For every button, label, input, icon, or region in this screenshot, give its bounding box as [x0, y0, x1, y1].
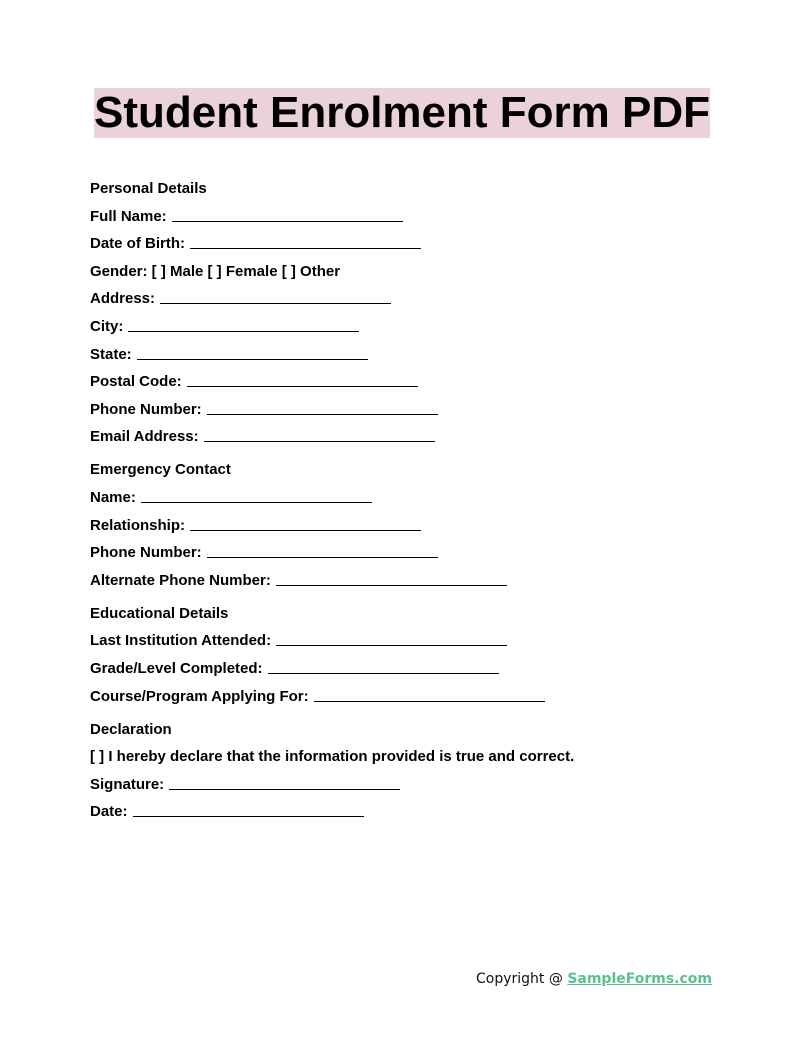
blank-line[interactable] — [172, 220, 403, 222]
field-label: Date of Birth: — [90, 235, 185, 253]
field-postal-code[interactable] — [90, 373, 750, 391]
field-email-address[interactable] — [90, 428, 750, 446]
field-grade-level[interactable] — [90, 660, 750, 678]
field-label: Name: — [90, 488, 136, 506]
section-heading: Emergency Contact — [90, 461, 231, 479]
blank-line[interactable] — [268, 672, 499, 674]
section-heading: Educational Details — [90, 604, 229, 622]
field-label: Phone Number: — [90, 400, 202, 418]
sampleforms-link[interactable]: SampleForms.com — [567, 971, 713, 987]
blank-line[interactable] — [276, 644, 507, 646]
page-title: Student Enrolment Form PDF — [94, 88, 710, 137]
field-label: Last Institution Attended: — [90, 632, 272, 650]
field-label: City: — [90, 317, 124, 335]
blank-line[interactable] — [128, 330, 359, 332]
gender-checkbox-options[interactable]: Gender: [ ] Male [ ] Female [ ] Other — [90, 262, 341, 280]
field-alternate-phone[interactable] — [90, 572, 750, 590]
field-label: Date: — [90, 803, 128, 821]
field-label: State: — [90, 345, 132, 363]
blank-line[interactable] — [187, 385, 418, 387]
field-label: Full Name: — [90, 207, 167, 225]
field-phone-number[interactable] — [90, 401, 750, 419]
title-highlight — [94, 88, 710, 138]
field-label: Postal Code: — [90, 373, 182, 391]
field-city[interactable] — [90, 318, 750, 336]
blank-line[interactable] — [141, 501, 372, 503]
blank-line[interactable] — [133, 815, 364, 817]
field-address[interactable] — [90, 290, 750, 308]
copyright-text: Copyright @ — [476, 971, 568, 987]
field-signature[interactable] — [90, 776, 750, 794]
field-label: Email Address: — [90, 428, 199, 446]
field-label: Alternate Phone Number: — [90, 571, 271, 589]
blank-line[interactable] — [314, 700, 545, 702]
field-label: Address: — [90, 290, 156, 308]
field-relationship[interactable] — [90, 517, 750, 535]
section-personal-details — [90, 180, 750, 446]
field-label: Relationship: — [90, 516, 186, 534]
section-emergency-contact — [90, 461, 750, 589]
blank-line[interactable] — [160, 302, 391, 304]
field-emergency-name[interactable] — [90, 489, 750, 507]
declaration-checkbox[interactable] — [90, 748, 750, 766]
field-gender-options[interactable] — [90, 263, 750, 281]
declaration-text[interactable]: [ ] I hereby declare that the information provided is true and correct. — [90, 748, 575, 766]
blank-line[interactable] — [204, 440, 435, 442]
copyright-footer — [476, 969, 712, 989]
field-date-of-birth[interactable] — [90, 235, 750, 253]
blank-line[interactable] — [207, 413, 438, 415]
section-declaration — [90, 721, 750, 822]
section-educational-details — [90, 605, 750, 706]
field-label: Signature: — [90, 775, 165, 793]
field-state[interactable] — [90, 346, 750, 364]
section-heading: Personal Details — [90, 180, 207, 197]
form-body — [90, 180, 750, 831]
field-full-name[interactable] — [90, 208, 750, 226]
field-date[interactable] — [90, 803, 750, 821]
blank-line[interactable] — [190, 247, 421, 249]
field-label: Course/Program Applying For: — [90, 687, 309, 705]
blank-line[interactable] — [190, 529, 421, 531]
blank-line[interactable] — [276, 584, 507, 586]
field-last-institution[interactable] — [90, 632, 750, 650]
field-emergency-phone[interactable] — [90, 544, 750, 562]
field-label: Phone Number: — [90, 544, 202, 562]
blank-line[interactable] — [169, 788, 400, 790]
blank-line[interactable] — [207, 556, 438, 558]
section-heading: Declaration — [90, 720, 172, 738]
blank-line[interactable] — [137, 358, 368, 360]
field-label: Grade/Level Completed: — [90, 659, 263, 677]
field-course-program[interactable] — [90, 688, 750, 706]
